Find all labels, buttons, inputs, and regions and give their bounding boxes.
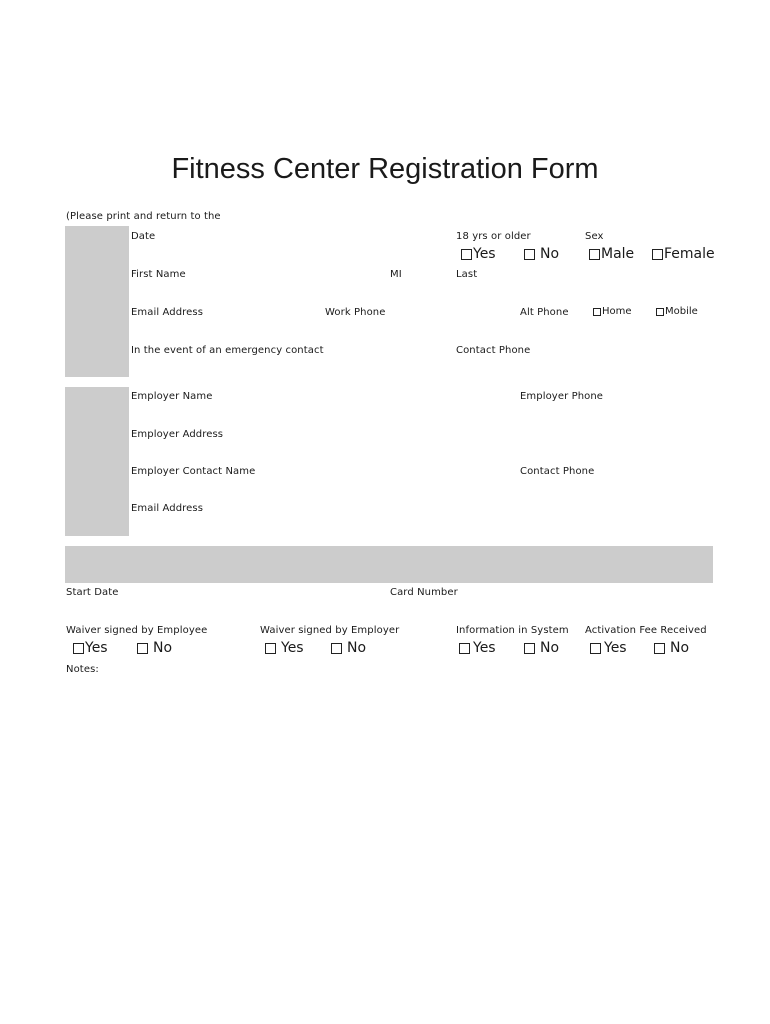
employer-contact-phone-label: Contact Phone xyxy=(520,466,595,477)
activation-fee-label: Activation Fee Received xyxy=(585,625,707,636)
emergency-phone-label: Contact Phone xyxy=(456,345,531,356)
mobile-label: Mobile xyxy=(665,306,698,317)
yes-label: Yes xyxy=(85,640,108,656)
checkbox-icon[interactable] xyxy=(461,249,472,260)
checkbox-icon[interactable] xyxy=(654,643,665,654)
checkbox-icon[interactable] xyxy=(137,643,148,654)
activation-fee-no-option[interactable] xyxy=(654,640,689,656)
member-section-shade xyxy=(65,226,129,377)
alt-phone-label: Alt Phone xyxy=(520,307,569,318)
emergency-contact-label: In the event of an emergency contact xyxy=(131,345,324,356)
employer-phone-label: Employer Phone xyxy=(520,391,604,402)
notes-label: Notes: xyxy=(66,664,99,675)
waiver-employer-no-option[interactable] xyxy=(331,640,366,656)
waiver-employer-yes-option[interactable] xyxy=(265,640,304,656)
instructions-text: (Please print and return to the xyxy=(66,211,221,222)
age-no-label: No xyxy=(540,246,560,262)
sex-label: Sex xyxy=(585,231,604,242)
no-label: No xyxy=(153,640,173,656)
employer-name-label: Employer Name xyxy=(131,391,213,402)
checkbox-icon[interactable] xyxy=(524,249,535,260)
form-title: Fitness Center Registration Form xyxy=(171,153,599,185)
age-yes-label: Yes xyxy=(473,246,496,262)
date-label: Date xyxy=(131,231,156,242)
info-system-yes-option[interactable] xyxy=(459,640,496,656)
email-label: Email Address xyxy=(131,307,204,318)
employer-section-shade xyxy=(65,387,129,536)
waiver-employee-label: Waiver signed by Employee xyxy=(66,625,208,636)
sex-male-option[interactable] xyxy=(589,246,634,262)
no-label: No xyxy=(670,640,690,656)
card-number-label: Card Number xyxy=(390,587,458,598)
sex-female-label: Female xyxy=(664,246,715,262)
sex-female-option[interactable] xyxy=(652,246,715,262)
age-no-option[interactable] xyxy=(524,246,559,262)
age-label: 18 yrs or older xyxy=(456,231,531,242)
start-date-label: Start Date xyxy=(66,587,119,598)
checkbox-icon[interactable] xyxy=(73,643,84,654)
first-name-label: First Name xyxy=(131,269,186,280)
no-label: No xyxy=(347,640,367,656)
last-name-label: Last xyxy=(456,269,478,280)
employer-address-label: Employer Address xyxy=(131,429,224,440)
info-system-label: Information in System xyxy=(456,625,569,636)
checkbox-icon[interactable] xyxy=(331,643,342,654)
mi-label: MI xyxy=(390,269,402,280)
alt-phone-mobile-option[interactable] xyxy=(656,306,698,317)
activation-fee-yes-option[interactable] xyxy=(590,640,627,656)
info-system-no-option[interactable] xyxy=(524,640,559,656)
alt-phone-home-option[interactable] xyxy=(593,306,632,317)
employer-contact-name-label: Employer Contact Name xyxy=(131,466,256,477)
yes-label: Yes xyxy=(473,640,496,656)
checkbox-icon[interactable] xyxy=(652,249,663,260)
waiver-employee-no-option[interactable] xyxy=(137,640,172,656)
yes-label: Yes xyxy=(604,640,627,656)
checkbox-icon[interactable] xyxy=(459,643,470,654)
waiver-employee-yes-option[interactable] xyxy=(73,640,108,656)
checkbox-icon[interactable] xyxy=(593,308,601,316)
checkbox-icon[interactable] xyxy=(656,308,664,316)
employer-email-label: Email Address xyxy=(131,503,204,514)
work-phone-label: Work Phone xyxy=(325,307,386,318)
no-label: No xyxy=(540,640,560,656)
office-use-band xyxy=(65,546,713,583)
sex-male-label: Male xyxy=(601,246,635,262)
yes-label: Yes xyxy=(281,640,304,656)
checkbox-icon[interactable] xyxy=(524,643,535,654)
home-label: Home xyxy=(602,306,632,317)
checkbox-icon[interactable] xyxy=(590,643,601,654)
age-yes-option[interactable] xyxy=(461,246,496,262)
waiver-employer-label: Waiver signed by Employer xyxy=(260,625,400,636)
checkbox-icon[interactable] xyxy=(265,643,276,654)
checkbox-icon[interactable] xyxy=(589,249,600,260)
